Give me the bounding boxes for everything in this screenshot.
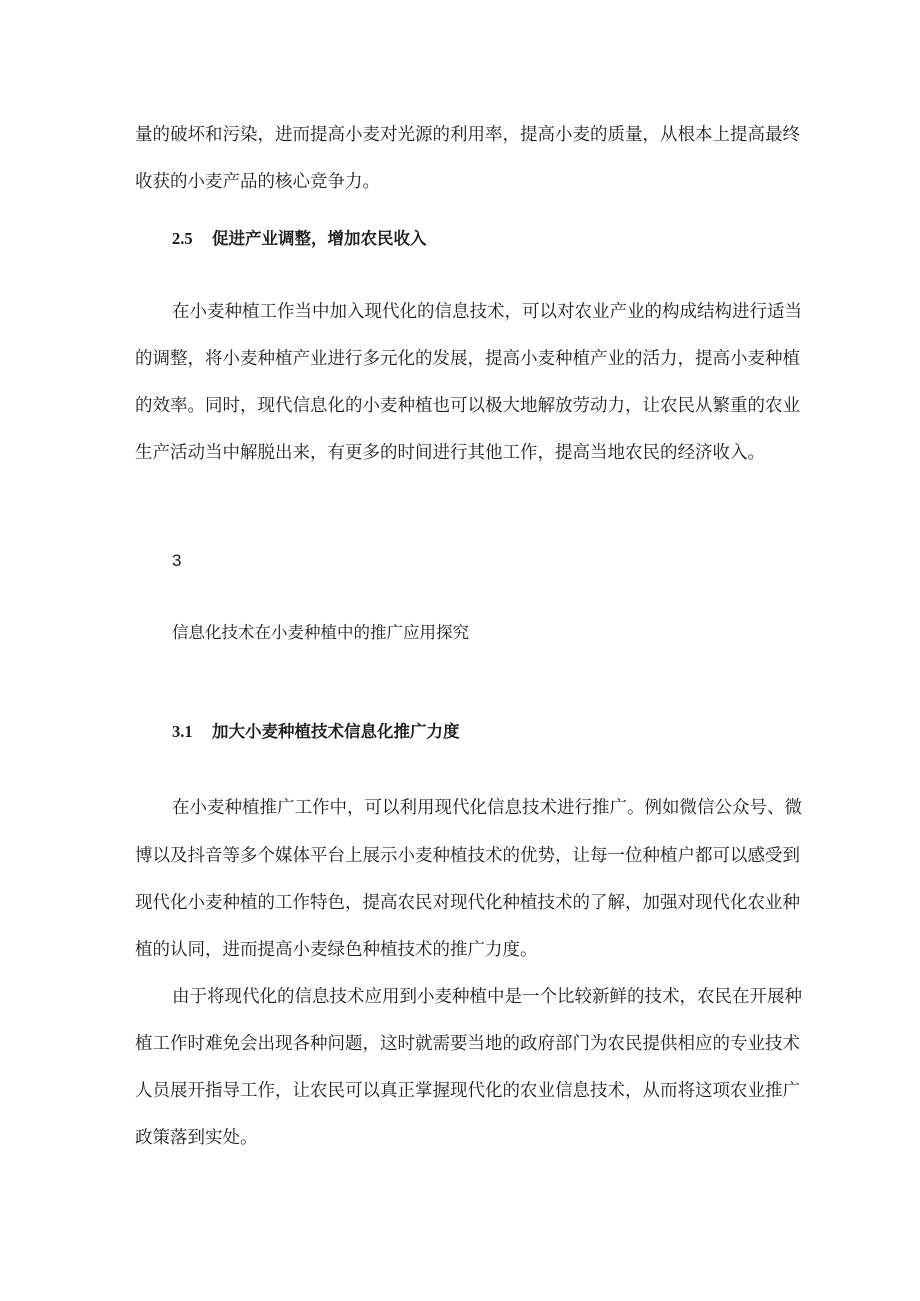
section-number-3: 3 (172, 551, 182, 570)
paragraph-line: 量的破坏和污染，进而提高小麦对光源的利用率，提高小麦的质量，从根本上提高最终 (135, 125, 800, 145)
paragraph-line: 现代化小麦种植的工作特色，提高农民对现代化种植技术的了解，加强对现代化农业种 (135, 893, 800, 913)
section-number: 2.5 (172, 229, 193, 248)
paragraph-line: 植的认同，进而提高小麦绿色种植技术的推广力度。 (135, 940, 538, 960)
section-title: 加大小麦种植技术信息化推广力度 (212, 722, 460, 741)
section-heading-2-5 (172, 228, 427, 250)
section-heading-3-1 (172, 721, 460, 743)
section-title-3: 信息化技术在小麦种植中的推广应用探究 (172, 623, 469, 642)
section-title: 促进产业调整，增加农民收入 (212, 229, 427, 248)
paragraph-line: 植工作时难免会出现各种问题，这时就需要当地的政府部门为农民提供相应的专业技术 (135, 1034, 800, 1054)
section-number: 3.1 (172, 722, 193, 741)
paragraph-line: 政策落到实处。 (135, 1128, 258, 1148)
paragraph-line: 由于将现代化的信息技术应用到小麦种植中是一个比较新鲜的技术，农民在开展种 (172, 987, 802, 1007)
paragraph-line: 生产活动当中解脱出来，有更多的时间进行其他工作，提高当地农民的经济收入。 (135, 443, 765, 463)
paragraph-line: 的调整，将小麦种植产业进行多元化的发展，提高小麦种植产业的活力，提高小麦种植 (135, 349, 800, 369)
paragraph-line: 人员展开指导工作，让农民可以真正掌握现代化的农业信息技术，从而将这项农业推广 (135, 1081, 800, 1101)
paragraph-line: 在小麦种植工作当中加入现代化的信息技术，可以对农业产业的构成结构进行适当 (172, 302, 802, 322)
paragraph-line: 收获的小麦产品的核心竞争力。 (135, 172, 380, 192)
paragraph-line: 在小麦种植推广工作中，可以利用现代化信息技术进行推广。例如微信公众号、微 (172, 798, 802, 818)
paragraph-line: 博以及抖音等多个媒体平台上展示小麦种植技术的优势，让每一位种植户都可以感受到 (135, 846, 800, 866)
paragraph-line: 的效率。同时，现代信息化的小麦种植也可以极大地解放劳动力，让农民从繁重的农业 (135, 396, 800, 416)
